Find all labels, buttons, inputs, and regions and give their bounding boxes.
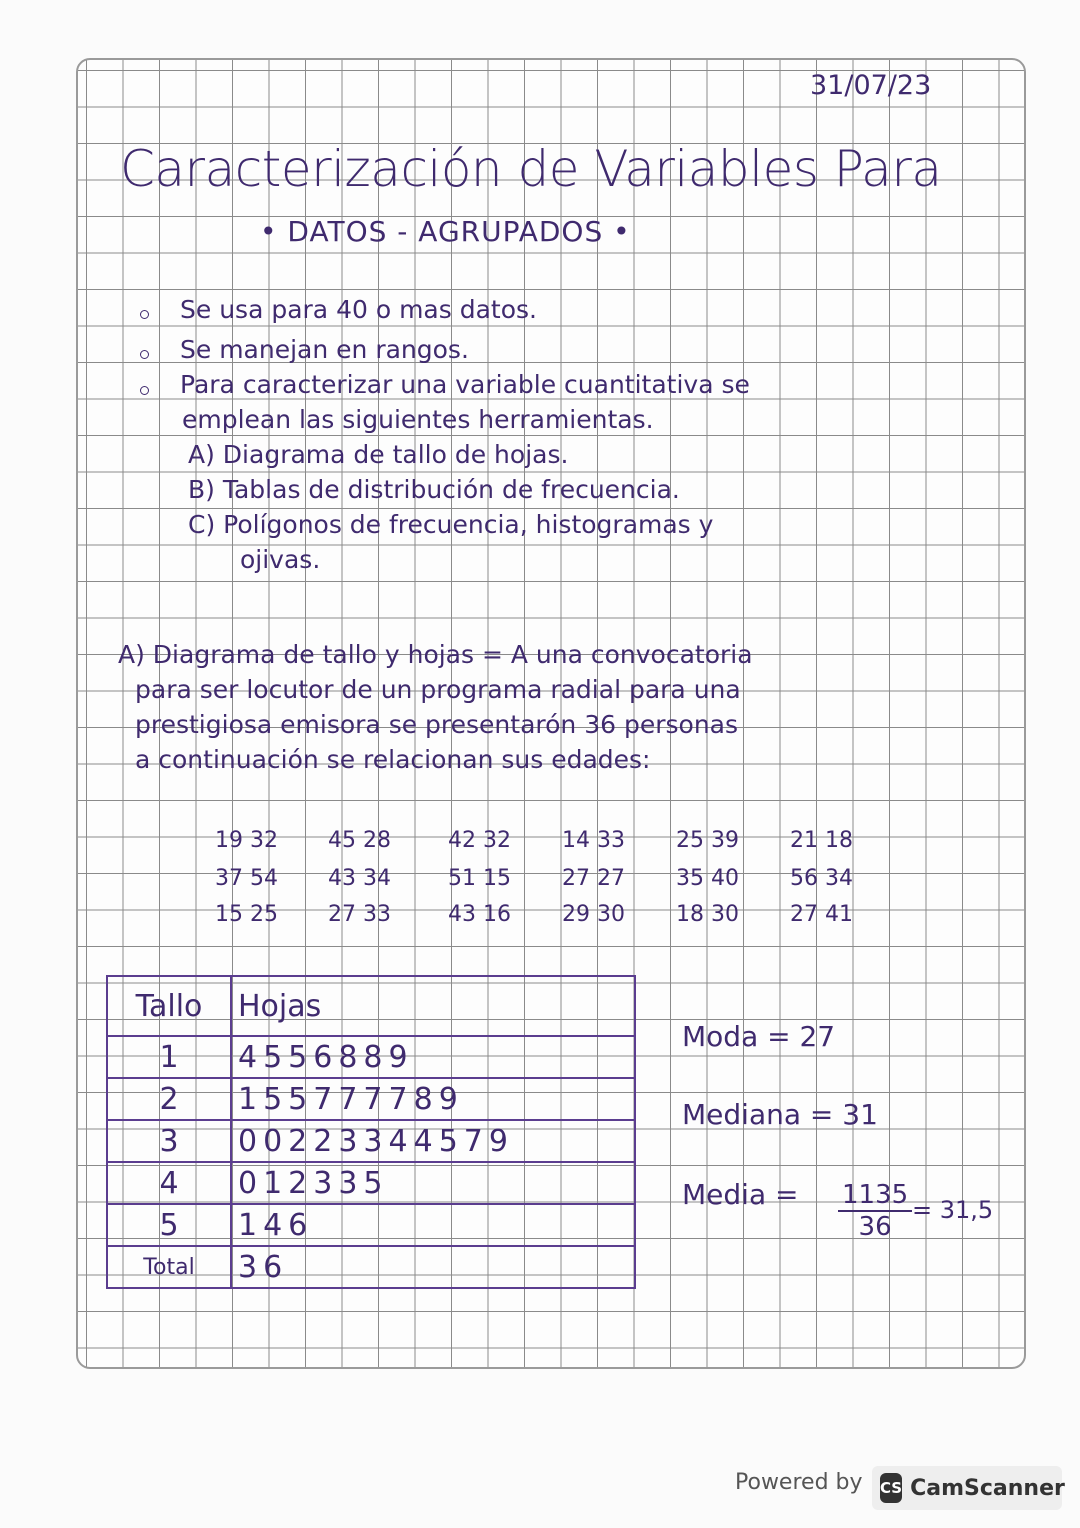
leaves: 00223344579 <box>231 1120 635 1162</box>
section-a-line: A) Diagrama de tallo y hojas = A una convocatoria <box>118 640 753 669</box>
table-row <box>107 1204 635 1246</box>
media-numerator: 1135 <box>838 1180 912 1212</box>
section-a-line: prestigiosa emisora se presentarón 36 personas <box>135 710 739 739</box>
table-row <box>107 1120 635 1162</box>
age-pair: 43 34 <box>328 866 391 891</box>
media-denominator: 36 <box>858 1212 892 1242</box>
age-pair: 14 33 <box>562 828 625 853</box>
table-row <box>107 1162 635 1204</box>
table-row <box>107 1078 635 1120</box>
bullet-icon <box>140 310 149 319</box>
bullet-item: Se manejan en rangos. <box>180 335 469 364</box>
leaves: 155777789 <box>231 1078 635 1120</box>
age-pair: 56 34 <box>790 866 853 891</box>
age-pair: 25 39 <box>676 828 739 853</box>
leaves: 012335 <box>231 1162 635 1204</box>
age-pair: 42 32 <box>448 828 511 853</box>
tool-item: A) Diagrama de tallo de hojas. <box>188 440 569 469</box>
header-stem: Tallo <box>107 976 231 1036</box>
header-leaves: Hojas <box>231 976 635 1036</box>
bullet-continuation: emplean las siguientes herramientas. <box>182 405 654 434</box>
tool-item: B) Tablas de distribución de frecuencia. <box>188 475 680 504</box>
tool-item: C) Polígonos de frecuencia, histogramas y <box>188 510 714 539</box>
section-a-line: para ser locutor de un programa radial para una <box>135 675 741 704</box>
media-label: Media = <box>682 1178 799 1211</box>
bullet-icon <box>140 386 149 395</box>
mediana: Mediana = 31 <box>682 1098 878 1131</box>
age-pair: 35 40 <box>676 866 739 891</box>
age-pair: 27 41 <box>790 902 853 927</box>
table-total-row <box>107 1246 635 1288</box>
stem: 1 <box>107 1036 231 1078</box>
powered-by: Powered by <box>735 1470 863 1495</box>
camscanner-brand: CamScanner <box>910 1475 1065 1501</box>
stem: 4 <box>107 1162 231 1204</box>
page-title: Caracterización de Variables Para <box>120 140 942 198</box>
bullet-icon <box>140 350 149 359</box>
stem: 2 <box>107 1078 231 1120</box>
leaves: 146 <box>231 1204 635 1246</box>
age-pair: 45 28 <box>328 828 391 853</box>
total-label: Total <box>107 1246 231 1288</box>
age-pair: 27 27 <box>562 866 625 891</box>
date: 31/07/23 <box>810 70 932 101</box>
leaves: 4556889 <box>231 1036 635 1078</box>
age-pair: 19 32 <box>215 828 278 853</box>
age-pair: 15 25 <box>215 902 278 927</box>
table-row <box>107 1036 635 1078</box>
age-pair: 51 15 <box>448 866 511 891</box>
age-pair: 27 33 <box>328 902 391 927</box>
section-a-line: a continuación se relacionan sus edades: <box>135 745 651 774</box>
age-pair: 37 54 <box>215 866 278 891</box>
age-pair: 18 30 <box>676 902 739 927</box>
age-pair: 21 18 <box>790 828 853 853</box>
stem: 5 <box>107 1204 231 1246</box>
camscanner-badge <box>872 1466 1065 1510</box>
total-value: 36 <box>231 1246 635 1288</box>
tool-item: ojivas. <box>240 545 321 574</box>
camscanner-logo-icon: CS <box>880 1473 902 1503</box>
media-result: = 31,5 <box>912 1196 994 1224</box>
age-pair: 29 30 <box>562 902 625 927</box>
stem: 3 <box>107 1120 231 1162</box>
bullet-item: Se usa para 40 o mas datos. <box>180 295 537 324</box>
age-pair: 43 16 <box>448 902 511 927</box>
table-header-row <box>107 976 635 1036</box>
bullet-item: Para caracterizar una variable cuantitativa se <box>180 370 750 399</box>
stem-leaf-table <box>106 975 636 1289</box>
page-subtitle: • DATOS - AGRUPADOS • <box>260 215 631 248</box>
moda: Moda = 27 <box>682 1020 836 1053</box>
media-fraction <box>838 1180 912 1242</box>
